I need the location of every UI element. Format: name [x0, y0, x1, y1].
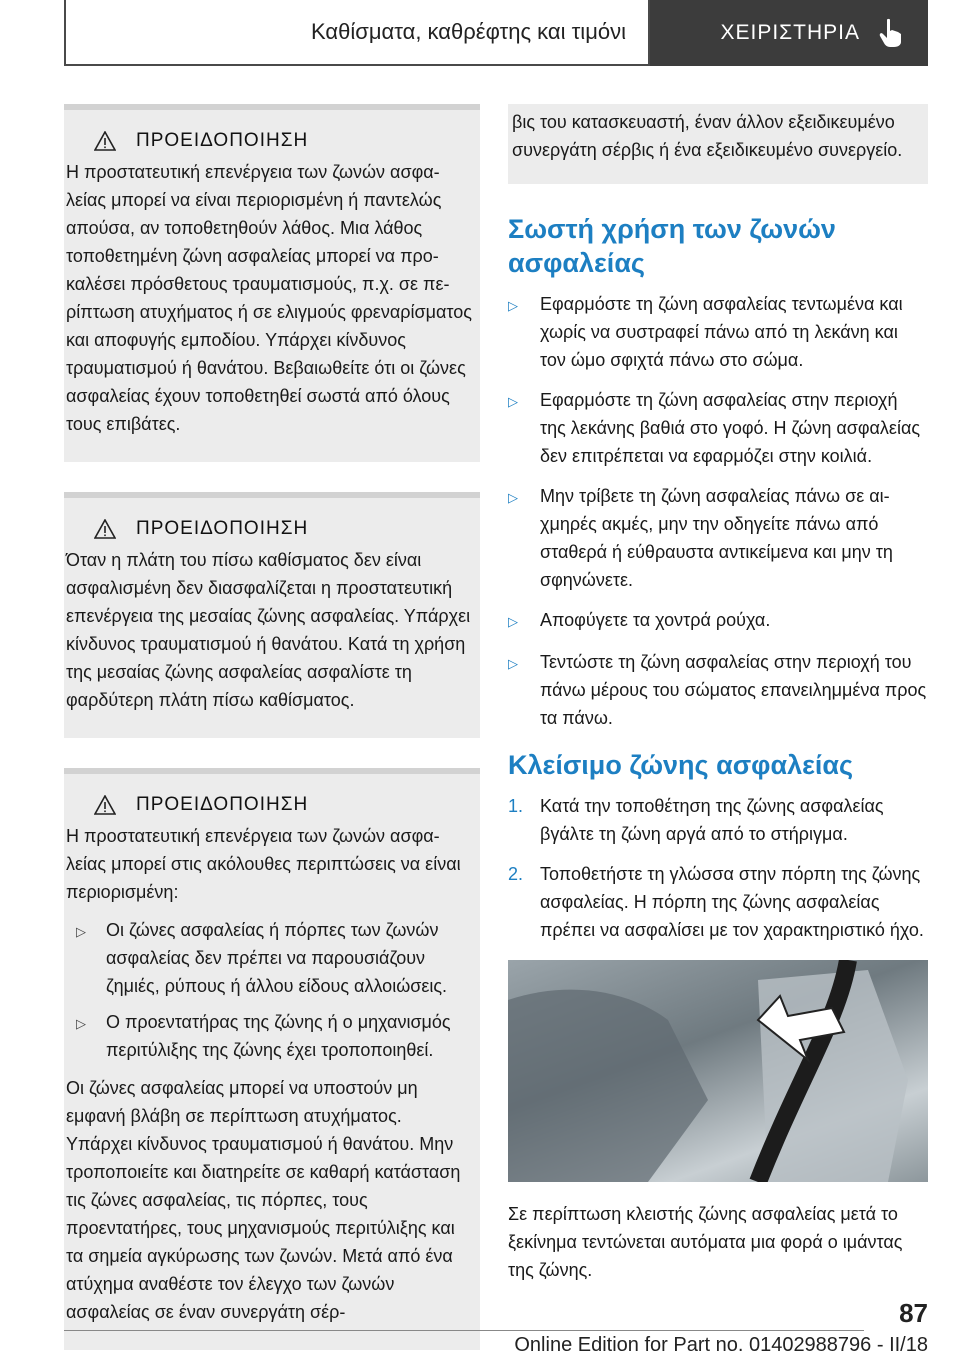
step-text: Κατά την τοποθέτηση της ζώνης ασφαλείας βγάλτε τη ζώνη αργά από το στήριγμα. — [540, 796, 884, 844]
step-item — [508, 860, 928, 944]
list-item — [508, 648, 928, 732]
triangle-bullet-icon: ▷ — [76, 924, 86, 939]
list-item-text: Μην τρίβετε τη ζώνη ασφαλείας πάνω σε αιχμηρές ακμές, μην την οδηγείτε πάνω από σταθερά ή εύθραυστα αντικείμενα και μην τη σφηνώνετε. — [540, 486, 893, 590]
warning-intro: Η προστατευτική επενέργεια των ζωνών ασφαλείας μπορεί στις ακόλουθες περιπτώσεις να είναι περιορισμένη: — [66, 826, 461, 902]
warning-continuation: βις του κατασκευαστή, έναν άλλον εξειδικευμένο συνεργάτη σέρβις ή ένα εξειδικευμένο συνεργείο. — [508, 104, 928, 184]
warning-text: Όταν η πλάτη του πίσω καθίσματος δεν είναι ασφαλισμένη δεν διασφαλίζεται η προστατευτική επενέργεια της μεσαίας ζώνης ασφαλείας. Υπάρχει κίνδυνος τραυματισμού ή θανάτου. Κατά τη χρήση της μεσαίας ζώνης ασφαλείας ασφαλίστε τη φαρδύτερη πλάτη πίσω καθίσματος. — [66, 550, 471, 710]
right-column — [508, 104, 928, 1284]
section-heading-fastening: Κλείσιμο ζώνης ασφαλείας — [508, 750, 854, 780]
warning-title: ΠΡΟΕΙΔΟΠΟΙΗΣΗ — [136, 794, 309, 815]
seatbelt-illustration — [508, 960, 928, 1182]
list-item-text: Οι ζώνες ασφαλείας ή πόρπες των ζωνών ασφαλείας δεν πρέπει να παρουσιάζουν ζημιές, ρύπους ή άλλου είδους αλλοιώσεις. — [106, 920, 448, 996]
triangle-bullet-icon: ▷ — [508, 656, 518, 671]
correct-use-list — [508, 290, 928, 732]
step-number: 1. — [508, 796, 524, 816]
step-text: Τοποθετήστε τη γλώσσα στην πόρπη της ζώνης ασφαλείας. Η πόρπη της ζώνης ασφαλείας πρέπει να ασφαλίσει με τον χαρακτηριστικό ήχο. — [540, 864, 924, 940]
triangle-bullet-icon: ▷ — [508, 298, 518, 313]
list-item-text: Αποφύγετε τα χοντρά ρούχα. — [540, 610, 771, 630]
warning-box-3 — [64, 768, 480, 1350]
triangle-bullet-icon: ▷ — [76, 1016, 86, 1031]
hand-pointer-icon — [878, 18, 904, 48]
list-item — [64, 916, 480, 1000]
manual-label: ΧΕΙΡΙΣΤΗΡΙΑ — [720, 21, 860, 44]
step-number: 2. — [508, 864, 524, 884]
warning-box-1 — [64, 104, 480, 462]
triangle-bullet-icon: ▷ — [508, 614, 518, 629]
warning-triangle-icon — [94, 795, 116, 815]
footer-text: Online Edition for Part no. 01402988796 - II/18 — [514, 1334, 928, 1356]
list-item-text: Ο προεντατήρας της ζώνης ή ο μηχανισμός περιτύλιξης της ζώνης έχει τροποποιηθεί. — [106, 1012, 451, 1060]
list-item-text: Εφαρμόστε τη ζώνη ασφαλείας τεντωμένα και χωρίς να συστραφεί πάνω από τη λεκάνη και τον ώμο σφιχτά πάνω στο σώμα. — [540, 294, 903, 370]
warning-triangle-icon — [94, 131, 116, 151]
warning-list — [64, 916, 480, 1064]
manual-label-box — [650, 0, 928, 66]
fastening-steps — [508, 792, 928, 944]
warning-outro: Οι ζώνες ασφαλείας μπορεί να υποστούν μη εμφανή βλάβη σε περίπτωση ατυχήματος. Υπάρχει κίνδυνος τραυματισμού ή θανάτου. Μην τροποποιείτε και διατηρείτε σε καθαρή κατάσταση τις ζώνες ασφαλείας, τις πόρπες, τους προεντατήρες, τους μηχανισμούς περιτύλιξης και τα σημεία αγκύρωσης των ζωνών. Μετά από ένα ατύχημα αναθέστε τον έλεγχο των ζωνών ασφαλείας σε έναν συνεργάτη σέρ- — [66, 1078, 461, 1322]
step-item — [508, 792, 928, 848]
triangle-bullet-icon: ▷ — [508, 490, 518, 505]
section-title: Καθίσματα, καθρέφτης και τιμόνι — [64, 0, 650, 66]
list-item — [508, 290, 928, 374]
warning-title: ΠΡΟΕΙΔΟΠΟΙΗΣΗ — [136, 518, 309, 539]
list-item — [508, 606, 928, 636]
warning-box-2 — [64, 492, 480, 738]
list-item — [64, 1008, 480, 1064]
list-item — [508, 482, 928, 594]
triangle-bullet-icon: ▷ — [508, 394, 518, 409]
warning-triangle-icon — [94, 519, 116, 539]
seatbelt-photo — [508, 960, 928, 1182]
page-header — [64, 0, 928, 66]
warning-text: Η προστατευτική επενέργεια των ζωνών ασφαλείας μπορεί να είναι περιορισμένη ή παντελώς απούσα, αν τοποθετηθούν λάθος. Μια λάθος τοποθετημένη ζώνη ασφαλείας μπορεί να προκαλέσει πρόσθετους τραυματισμούς, π.χ. σε περίπτωση ατυχήματος ή σε ελιγμούς φρεναρίσματος και αποφυγής εμποδίου. Υπάρχει κίνδυνος τραυματισμού ή θανάτου. Βεβαιωθείτε ότι οι ζώνες ασφαλείας έχουν τοποθετηθεί σωστά από όλους τους επιβάτες. — [66, 162, 472, 434]
list-item — [508, 386, 928, 470]
section-heading-correct-use: Σωστή χρήση των ζωνών ασφαλείας — [508, 214, 836, 278]
warning-title: ΠΡΟΕΙΔΟΠΟΙΗΣΗ — [136, 130, 309, 151]
list-item-text: Τεντώστε τη ζώνη ασφαλείας στην περιοχή του πάνω μέρους του σώματος επανειλημμένα προς τα πάνω. — [540, 652, 927, 728]
list-item-text: Εφαρμόστε τη ζώνη ασφαλείας στην περιοχή της λεκάνης βαθιά στο γοφό. Η ζώνη ασφαλείας δεν επιτρέπεται να εφαρμόζει στην κοιλιά. — [540, 390, 921, 466]
photo-caption: Σε περίπτωση κλειστής ζώνης ασφαλείας μετά το ξεκίνημα τεντώνεται αυτόματα μια φορά ο ιμάντας της ζώνης. — [508, 1204, 903, 1280]
left-column — [64, 104, 480, 1362]
page-number: 87 — [899, 1298, 928, 1328]
footer-divider — [64, 1330, 864, 1331]
